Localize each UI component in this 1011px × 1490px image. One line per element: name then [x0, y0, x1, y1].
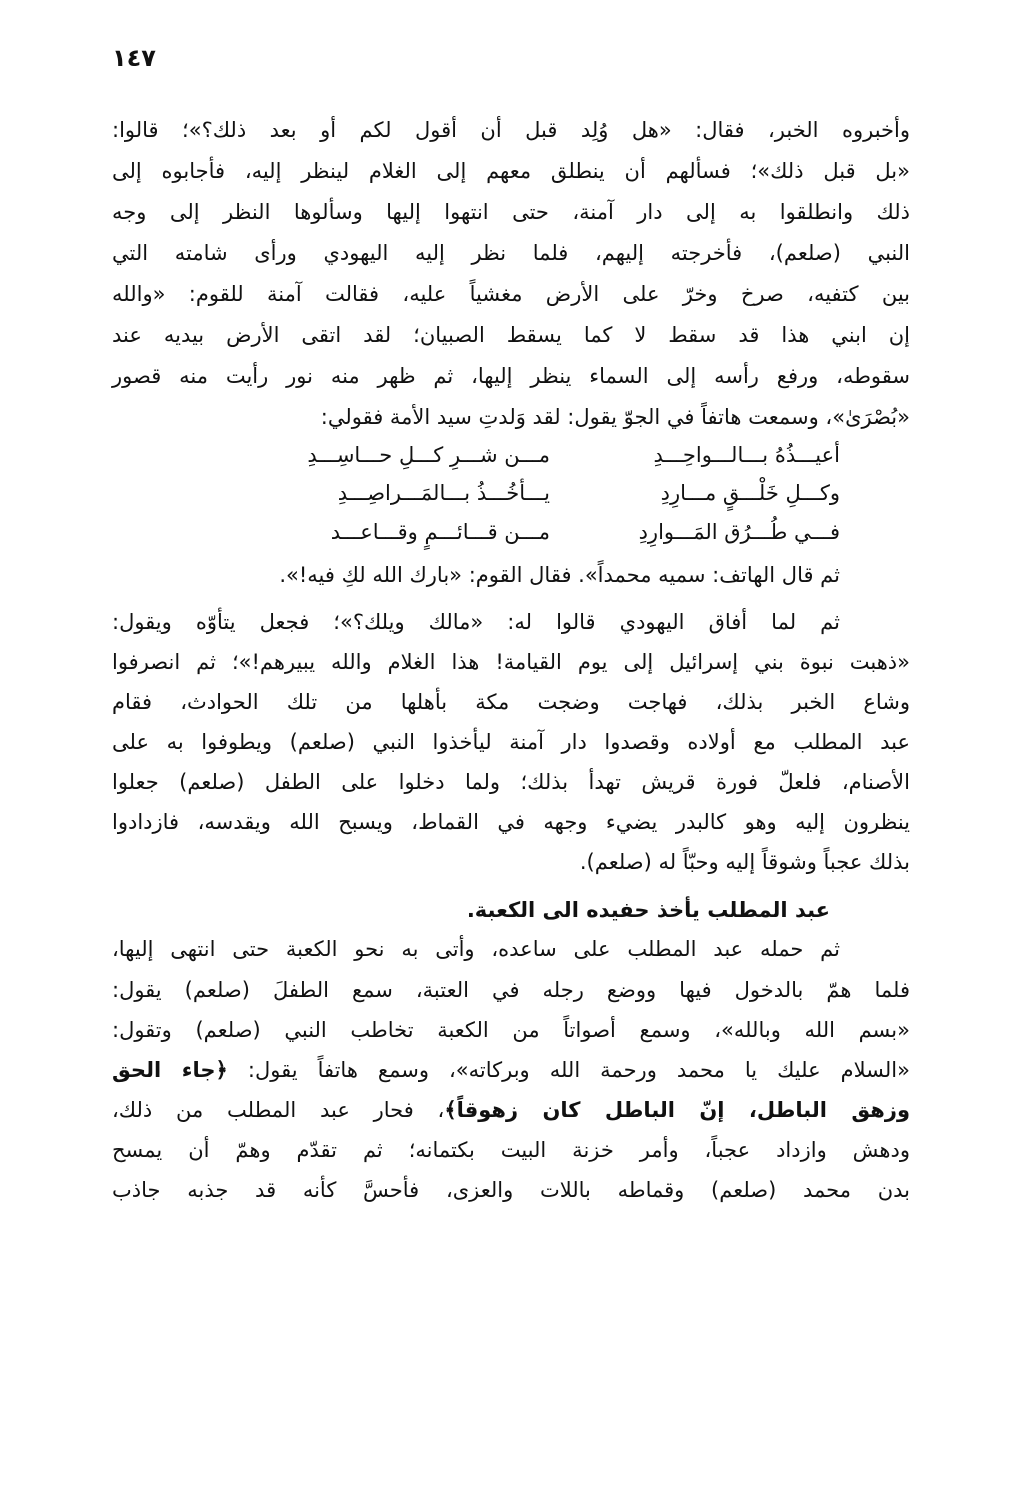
text-line: الأصنام، فلعلّ فورة قريش تهدأ بذلك؛ ولما دخلوا على الطفل (صلعم) جعلوا — [112, 770, 910, 794]
text-line: «بسم الله وبالله»، وسمع أصواتاً من الكعبة تخاطب النبي (صلعم) وتقول: — [112, 1018, 910, 1042]
text-segment: «السلام عليك يا محمد ورحمة الله وبركاته»، وسمع هاتفاً يقول: — [227, 1058, 910, 1082]
text-segment: ، فحار عبد المطلب من ذلك، — [112, 1098, 445, 1122]
text-line: وشاع الخبر بذلك، فهاجت وضجت مكة بأهلها من تلك الحوادث، فقام — [112, 690, 910, 714]
text-line: إن ابني هذا قد سقط لا كما يسقط الصبيان؛ لقد اتقى الأرض بيديه عند — [112, 323, 910, 347]
text-line: بذلك عجباً وشوقاً إليه وحبّاً له (صلعم). — [579, 850, 910, 874]
text-line: وأخبروه الخبر، فقال: «هل وُلِد قبل أن أقول لكم أو بعد ذلك؟»؛ قالوا: — [112, 118, 910, 142]
text-line: بين كتفيه، صرخ وخرّ على الأرض مغشياً عليه، فقالت آمنة للقوم: «والله — [112, 282, 910, 306]
quran-quote: وزهق الباطل، إنّ الباطل كان زهوقاً﴾ — [444, 1098, 910, 1122]
text-line: ثم حمله عبد المطلب على ساعده، وأتى به نحو الكعبة حتى انتهى إليها، — [112, 937, 840, 961]
text-line: ثم قال الهاتف: سميه محمداً». فقال القوم: «بارك الله لكِ فيه!». — [279, 563, 840, 587]
quran-quote: ﴿جاء الحق — [112, 1058, 228, 1082]
text-line: «بُصْرَىٰ»، وسمعت هاتفاً في الجوّ يقول: لقد وَلدتِ سيد الأمة فقولي: — [320, 405, 910, 429]
poem-hemistich: وكـــلِ خَلْـــقٍ مـــارِدِ — [660, 481, 840, 505]
poem-hemistich: أعيـــذُهُ بـــالـــواحِـــدِ — [653, 443, 840, 467]
text-line: فلما همّ بالدخول فيها ووضع رجله في العتبة، سمع الطفلَ (صلعم) يقول: — [112, 978, 910, 1002]
text-line: ثم لما أفاق اليهودي قالوا له: «مالك ويلك؟»؛ فجعل يتأوّه ويقول: — [112, 610, 840, 634]
text-line: ودهش وازداد عجباً، وأمر خزنة البيت بكتمانه؛ ثم تقدّم وهمّ أن يمسح — [112, 1138, 910, 1162]
poem-hemistich: فـــي طُـــرُق المَـــوارِدِ — [638, 520, 840, 544]
text-line: عبد المطلب مع أولاده وقصدوا دار آمنة ليأخذوا النبي (صلعم) ويطوفوا به على — [112, 730, 910, 754]
text-line: «ذهبت نبوة بني إسرائيل إلى يوم القيامة! هذا الغلام والله يبيرهم!»؛ ثم انصرفوا — [112, 650, 910, 674]
text-line — [112, 1055, 910, 1085]
text-line: «بل قبل ذلك»؛ فسألهم أن ينطلق معهم إلى الغلام لينظر إليه، فأجابوه إلى — [112, 159, 910, 183]
poem-hemistich: مـــن شـــرِ كـــلِ حـــاسِـــدِ — [307, 443, 550, 467]
text-line: النبي (صلعم)، فأخرجته إليهم، فلما نظر إليه اليهودي ورأى شامته التي — [112, 241, 910, 265]
text-line — [112, 1095, 910, 1125]
poem-hemistich: مـــن قـــائـــمٍ وقـــاعـــد — [330, 520, 550, 544]
poem-hemistich: يـــأخُـــذُ بـــالمَـــراصِـــدِ — [337, 481, 550, 505]
page-number: ١٤٧ — [112, 44, 156, 72]
text-line: سقوطه، ورفع رأسه إلى السماء ينظر إليها، ثم ظهر منه نور رأيت منه قصور — [112, 364, 910, 388]
text-line: ذلك وانطلقوا به إلى دار آمنة، حتى انتهوا إليها وسألوها النظر إلى وجه — [112, 200, 910, 224]
text-line: بدن محمد (صلعم) وقماطه باللات والعزى، فأحسَّ كأنه قد جذبه جاذب — [112, 1178, 910, 1202]
section-heading: عبد المطلب يأخذ حفيده الى الكعبة. — [466, 898, 830, 922]
text-line: ينظرون إليه وهو كالبدر يضيء وجهه في القماط، ويسبح الله ويقدسه، فازدادوا — [112, 810, 910, 834]
